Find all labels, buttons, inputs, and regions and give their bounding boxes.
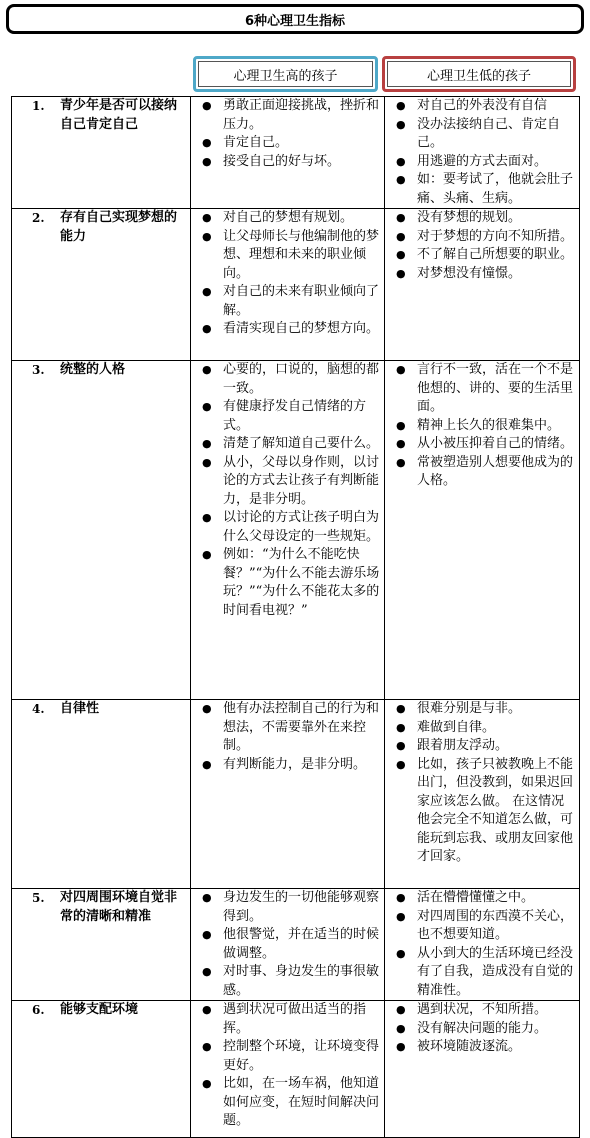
table-row xyxy=(12,97,580,209)
list-item-text: 没有梦想的规划。 xyxy=(417,210,522,225)
list-item xyxy=(385,265,575,284)
indicator-label: 存有自己实现梦想的能力 xyxy=(60,210,178,244)
list-item-text: 没办法接纳自己、肯定自己。 xyxy=(417,116,561,150)
indicator-label: 能够支配环境 xyxy=(60,1002,139,1017)
column-header-low-label: 心理卫生低的孩子 xyxy=(387,61,571,87)
low-traits-cell xyxy=(385,1001,580,1138)
indicator-title xyxy=(12,361,190,380)
bullet-icon: ● xyxy=(202,154,212,168)
bullet-icon: ● xyxy=(396,363,406,376)
list-item-text: 肯定自己。 xyxy=(223,135,289,150)
list-item xyxy=(191,228,380,284)
indicator-number: 4. xyxy=(32,702,45,716)
bullet-icon: ● xyxy=(202,1040,212,1053)
list-item xyxy=(191,546,380,620)
bullet-icon: ● xyxy=(202,1077,212,1090)
bullet-icon: ● xyxy=(396,154,406,168)
list-item xyxy=(191,889,380,926)
bullet-icon: ● xyxy=(202,757,212,771)
indicator-cell xyxy=(12,1001,191,1138)
bullet-icon: ● xyxy=(396,946,406,960)
list-item-text: 对自己的未来有职业倾向了解。 xyxy=(223,284,380,318)
low-traits-list xyxy=(385,1001,579,1057)
list-item xyxy=(191,361,380,398)
low-traits-cell xyxy=(385,209,580,361)
list-item-text: 控制整个环境，让环境变得更好。 xyxy=(223,1039,380,1073)
high-traits-cell xyxy=(191,889,385,1001)
list-item-text: 对自己的外表没有自信 xyxy=(417,98,548,113)
list-item-text: 精神上长久的很难集中。 xyxy=(417,417,561,433)
low-traits-list xyxy=(385,209,579,283)
bullet-icon: ● xyxy=(202,1003,212,1016)
bullet-icon: ● xyxy=(396,739,406,752)
list-item-text: 没有解决问题的能力。 xyxy=(417,1020,548,1036)
indicator-table xyxy=(11,96,580,1138)
list-item-text: 例如：“为什么不能吃快餐？”“为什么不能去游乐场玩？”“为什么不能花太多的时间看电视？” xyxy=(223,547,380,618)
bullet-icon: ● xyxy=(396,891,406,904)
list-item-text: 以讨论的方式让孩子明白为什么父母设定的一些规矩。 xyxy=(223,510,380,544)
table-row xyxy=(12,889,580,1001)
table-row xyxy=(12,1001,580,1138)
bullet-icon: ● xyxy=(202,322,212,335)
column-header-low xyxy=(382,56,576,92)
list-item-text: 心要的，口说的，脑想的都一致。 xyxy=(223,362,380,396)
list-item xyxy=(191,756,380,775)
list-item xyxy=(385,908,575,945)
list-item xyxy=(191,509,380,546)
table-row xyxy=(12,700,580,889)
list-item xyxy=(191,1038,380,1075)
low-traits-cell xyxy=(385,700,580,889)
bullet-icon: ● xyxy=(396,455,406,469)
list-item xyxy=(385,1038,575,1057)
high-traits-list xyxy=(191,700,384,774)
list-item-text: 言行不一致，活在一个不是他想的、讲的、要的生活里面。 xyxy=(417,362,574,414)
list-item xyxy=(191,134,380,153)
bullet-icon: ● xyxy=(396,757,406,771)
high-traits-list xyxy=(191,209,384,339)
high-traits-cell xyxy=(191,97,385,209)
list-item-text: 用逃避的方式去面对。 xyxy=(417,153,548,169)
list-item xyxy=(385,719,575,738)
indicator-cell xyxy=(12,209,191,361)
bullet-icon: ● xyxy=(396,1021,406,1035)
list-item-text: 比如，在一场车祸，他知道如何应变，在短时间解决问题。 xyxy=(223,1076,380,1128)
list-item-text: 比如，孩子只被教晚上不能出门，但没教到，如果迟回家应该怎么做。 在这情况他会完全不知道怎么做，可能玩到忘我、或朋友回家他才回家。 xyxy=(417,756,574,864)
list-item-text: 对时事、身边发生的事很敏感。 xyxy=(223,964,380,998)
bullet-icon: ● xyxy=(396,99,406,112)
list-item xyxy=(385,1020,575,1039)
list-item xyxy=(191,435,380,454)
list-item xyxy=(191,1075,380,1131)
list-item xyxy=(385,435,575,454)
list-item xyxy=(385,246,575,265)
list-item xyxy=(385,228,575,247)
list-item-text: 从小，父母以身作则，以讨论的方式去让孩子有判断能力，是非分明。 xyxy=(223,454,380,507)
indicator-number: 3. xyxy=(32,363,45,377)
indicator-cell xyxy=(12,700,191,889)
bullet-icon: ● xyxy=(202,211,212,224)
bullet-icon: ● xyxy=(202,229,212,243)
indicator-number: 6. xyxy=(32,1003,45,1017)
list-item xyxy=(385,1001,575,1020)
list-item xyxy=(385,153,575,172)
indicator-title xyxy=(12,97,190,134)
list-item-text: 被环境随波逐流。 xyxy=(417,1039,522,1054)
high-traits-list xyxy=(191,361,384,620)
indicator-number: 1. xyxy=(32,99,45,113)
list-item xyxy=(385,700,575,719)
low-traits-list xyxy=(385,889,579,1000)
list-item xyxy=(385,454,575,491)
high-traits-list xyxy=(191,889,384,1000)
table-row xyxy=(12,209,580,361)
bullet-icon: ● xyxy=(202,511,212,524)
list-item-text: 很难分别是与非。 xyxy=(417,701,522,716)
bullet-icon: ● xyxy=(202,702,212,715)
list-item-text: 不了解自己所想要的职业。 xyxy=(417,247,574,262)
indicator-cell xyxy=(12,361,191,700)
indicator-cell xyxy=(12,889,191,1001)
list-item xyxy=(191,209,380,228)
list-item xyxy=(385,97,575,116)
indicator-label: 对四周围环境自觉非常的清晰和精准 xyxy=(60,890,178,924)
bullet-icon: ● xyxy=(396,437,406,450)
list-item-text: 让父母师长与他编制他的梦想、理想和未来的职业倾向。 xyxy=(223,228,380,281)
list-item xyxy=(191,926,380,963)
indicator-number: 5. xyxy=(32,891,45,905)
list-item xyxy=(191,1001,380,1038)
bullet-icon: ● xyxy=(202,99,212,112)
list-item xyxy=(385,116,575,153)
bullet-icon: ● xyxy=(396,229,406,243)
list-item-text: 从小到大的生活环境已经没有了自我，造成没有自觉的精准性。 xyxy=(417,945,574,998)
bullet-icon: ● xyxy=(396,1040,406,1053)
bullet-icon: ● xyxy=(396,720,406,734)
high-traits-cell xyxy=(191,209,385,361)
list-item-text: 对自己的梦想有规划。 xyxy=(223,210,354,225)
list-item xyxy=(385,361,575,417)
bullet-icon: ● xyxy=(202,548,212,561)
list-item-text: 跟着朋友浮动。 xyxy=(417,738,509,753)
list-item xyxy=(385,209,575,228)
bullet-icon: ● xyxy=(396,418,406,432)
high-traits-cell xyxy=(191,361,385,700)
list-item-text: 他很警觉，并在适当的时候做调整。 xyxy=(223,927,380,961)
list-item-text: 对梦想没有憧憬。 xyxy=(417,265,522,281)
column-header-high-label: 心理卫生高的孩子 xyxy=(198,61,373,87)
bullet-icon: ● xyxy=(202,363,212,376)
high-traits-cell xyxy=(191,700,385,889)
list-item-text: 对于梦想的方向不知所措。 xyxy=(417,228,574,244)
bullet-icon: ● xyxy=(202,455,212,469)
bullet-icon: ● xyxy=(396,266,406,280)
list-item-text: 清楚了解知道自己要什么。 xyxy=(223,436,380,451)
indicator-title xyxy=(12,209,190,246)
list-item xyxy=(191,320,380,339)
indicator-title xyxy=(12,1001,190,1020)
list-item xyxy=(191,97,380,134)
bullet-icon: ● xyxy=(396,117,406,131)
indicator-title xyxy=(12,889,190,926)
list-item xyxy=(191,283,380,320)
list-item xyxy=(385,171,575,208)
low-traits-list xyxy=(385,97,579,208)
bullet-icon: ● xyxy=(396,1003,406,1016)
bullet-icon: ● xyxy=(396,173,406,186)
list-item-text: 难做到自律。 xyxy=(417,719,496,735)
indicator-label: 自律性 xyxy=(60,701,100,716)
high-traits-list xyxy=(191,1001,384,1131)
bullet-icon: ● xyxy=(396,909,406,923)
low-traits-cell xyxy=(385,97,580,209)
column-header-high xyxy=(193,56,378,92)
indicator-label: 统整的人格 xyxy=(60,362,126,377)
list-item xyxy=(191,700,380,756)
list-item-text: 接受自己的好与坏。 xyxy=(223,153,341,169)
indicator-title xyxy=(12,700,190,719)
low-traits-list xyxy=(385,361,579,491)
list-item xyxy=(385,737,575,756)
list-item xyxy=(385,417,575,436)
low-traits-list xyxy=(385,700,579,867)
list-item-text: 有健康抒发自己情绪的方式。 xyxy=(223,399,367,433)
bullet-icon: ● xyxy=(202,285,212,298)
list-item xyxy=(191,454,380,510)
indicator-number: 2. xyxy=(32,211,45,225)
list-item xyxy=(191,398,380,435)
list-item-text: 对四周围的东西漠不关心，也不想要知道。 xyxy=(417,908,574,942)
table-row xyxy=(12,361,580,700)
list-item-text: 勇敢正面迎接挑战，挫折和压力。 xyxy=(223,98,380,132)
indicator-cell xyxy=(12,97,191,209)
list-item-text: 他有办法控制自己的行为和想法，不需要靠外在来控制。 xyxy=(223,701,380,753)
bullet-icon: ● xyxy=(202,400,212,413)
bullet-icon: ● xyxy=(202,136,212,149)
low-traits-cell xyxy=(385,889,580,1001)
list-item-text: 遇到状况，不知所措。 xyxy=(417,1002,548,1017)
page-title: 6种心理卫生指标 xyxy=(6,4,584,34)
high-traits-cell xyxy=(191,1001,385,1138)
list-item-text: 有判断能力，是非分明。 xyxy=(223,756,367,772)
indicator-label: 青少年是否可以接纳自己肯定自己 xyxy=(60,98,178,132)
list-item xyxy=(191,963,380,1000)
list-item-text: 身边发生的一切他能够观察得到。 xyxy=(223,890,380,924)
bullet-icon: ● xyxy=(396,248,406,261)
bullet-icon: ● xyxy=(396,211,406,224)
bullet-icon: ● xyxy=(396,702,406,715)
list-item xyxy=(385,889,575,908)
list-item xyxy=(385,945,575,1001)
high-traits-list xyxy=(191,97,384,171)
list-item xyxy=(385,756,575,867)
list-item-text: 遇到状况可做出适当的指挥。 xyxy=(223,1002,367,1036)
low-traits-cell xyxy=(385,361,580,700)
list-item-text: 从小被压抑着自己的情绪。 xyxy=(417,436,574,451)
list-item xyxy=(191,153,380,172)
list-item-text: 看清实现自己的梦想方向。 xyxy=(223,321,380,336)
list-item-text: 常被塑造别人想要他成为的人格。 xyxy=(417,454,574,488)
list-item-text: 活在懵懵懂懂之中。 xyxy=(417,890,535,905)
bullet-icon: ● xyxy=(202,928,212,941)
bullet-icon: ● xyxy=(202,965,212,978)
bullet-icon: ● xyxy=(202,437,212,450)
bullet-icon: ● xyxy=(202,891,212,904)
list-item-text: 如：要考试了，他就会肚子痛、头痛、生病。 xyxy=(417,172,574,206)
